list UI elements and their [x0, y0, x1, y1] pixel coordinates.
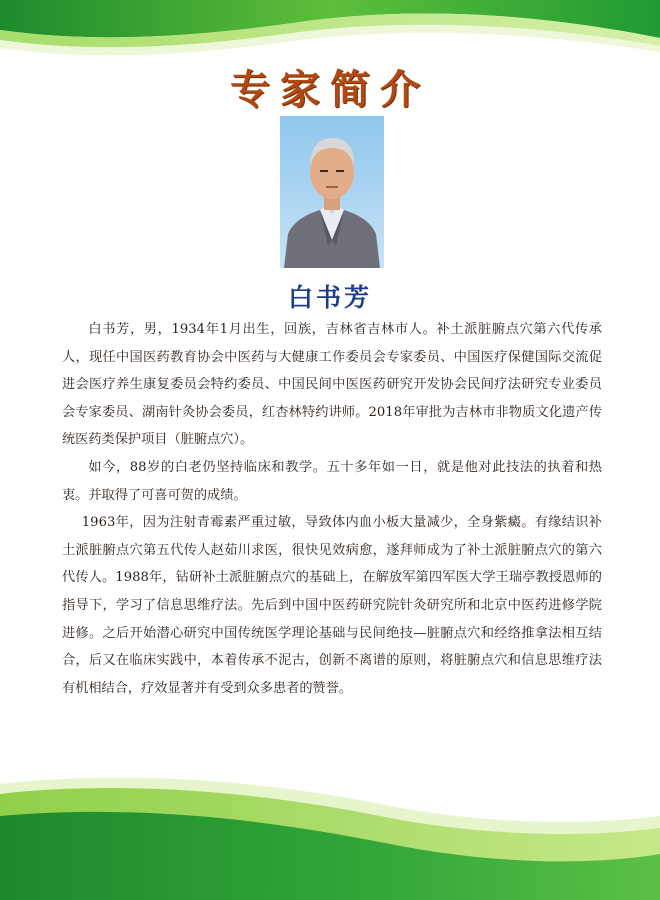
bio-paragraph-1: 白书芳，男，1934年1月出生，回族，吉林省吉林市人。补土派脏腑点穴第六代传承人，现任中国医药教育协会中医药与大健康工作委员会专家委员、中国医疗保健国际交流促进会医疗养生康复委员会特约委员、中国民间中医医药研究开发协会民间疗法研究专业委员会专家委员、湖南针灸协会委员，红杏林特约讲师。2018年审批为吉林市非物质文化遗产传统医药类保护项目（脏腑点穴）。	[62, 322, 602, 448]
biography-text	[62, 316, 602, 702]
bottom-green-wave	[0, 770, 660, 900]
portrait-photo	[280, 116, 384, 268]
bio-paragraph-3: 1963年，因为注射青霉素严重过敏，导致体内血小板大量减少，全身紫癜。有缘结识补土派脏腑点穴第五代传人赵茹川求医，很快见效病愈，遂拜师成为了补土派脏腑点穴的第六代传人。1988年，钻研补土派脏腑点穴的基础上，在解放军第四军医大学王瑞亭教授恩师的指导下，学习了信息思维疗法。先后到中国中医药研究院针灸研究所和北京中医药进修学院进修。之后开始潜心研究中国传统医学理论基础与民间绝技—脏腑点穴和经络推拿法相互结合，后又在临床实践中，本着传承不泥古，创新不离谱的原则，将脏腑点穴和信息思维疗法有机相结合，疗效显著并有受到众多患者的赞誉。	[62, 515, 602, 696]
expert-name: 白书芳	[287, 283, 372, 312]
page-title: 专家简介	[230, 66, 430, 113]
bio-paragraph-2: 如今，88岁的白老仍坚持临床和教学。五十多年如一日，就是他对此技法的执着和热衷。并取得了可喜可贺的成绩。	[62, 459, 602, 503]
